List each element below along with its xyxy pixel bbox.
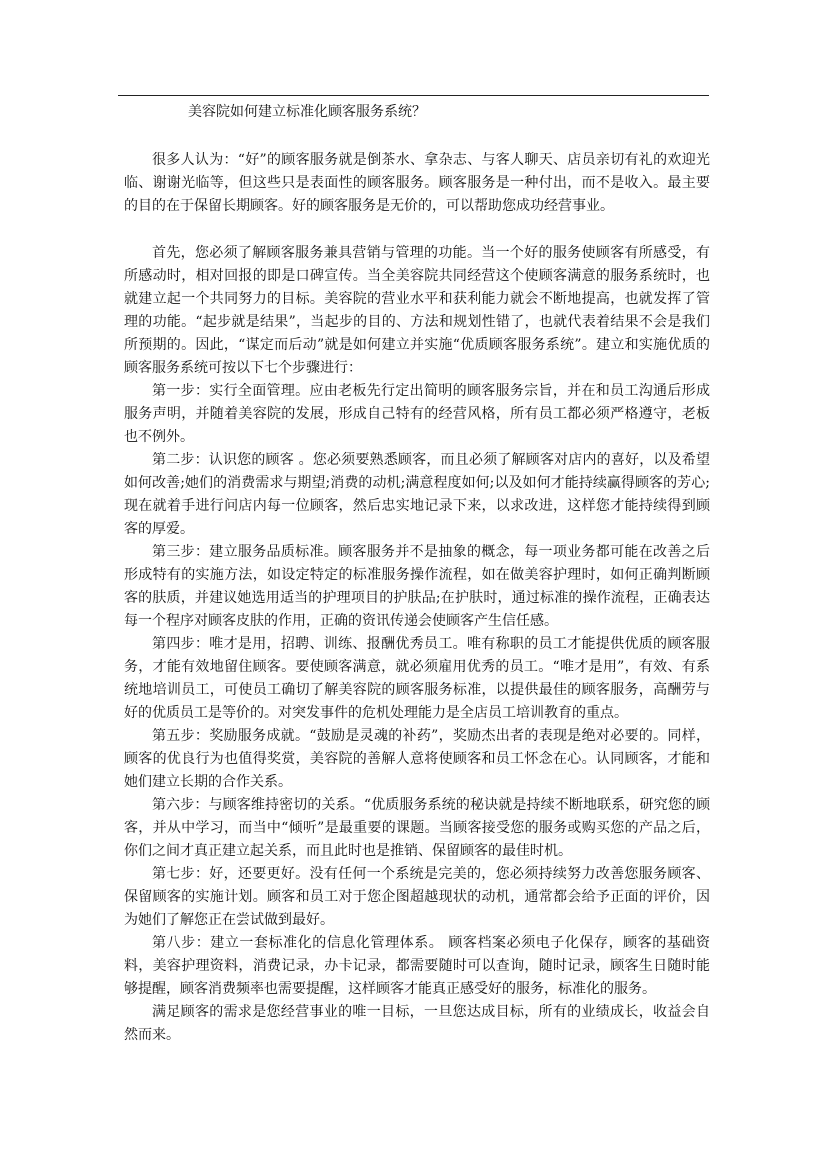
paragraph-step-7: 第七步：好，还要更好。没有任何一个系统是完美的，您必须持续努力改善您服务顾客、保留顾客的实施计划。顾客和员工对于您企图超越现状的动机，通常都会给予正面的评价，因为她们了解您正在尝试做到最好。 [124,866,710,928]
paragraph-step-4: 第四步：唯才是用，招聘、训练、报酬优秀员工。唯有称职的员工才能提供优质的顾客服务，才能有效地留住顾客。要使顾客满意，就必须雇用优秀的员工。“唯才是用”，有效、有系统地培训员工，可使员工确切了解美容院的顾客服务标准，以提供最佳的顾客服务，高酬劳与好的优质员工是等价的。对突发事件的危机处理能力是全店员工培训教育的重点。 [124,636,710,721]
header-rule [118,95,709,96]
paragraph-conclusion: 满足顾客的需求是您经营事业的唯一目标，一旦您达成目标，所有的业绩成长，收益会自然而来。 [124,1004,710,1043]
paragraph-overview: 首先，您必须了解顾客服务兼具营销与管理的功能。当一个好的服务使顾客有所感受，有所感动时，相对回报的即是口碑宣传。当全美容院共同经营这个使顾客满意的服务系统时，也就建立起一个共同努力的目标。美容院的营业水平和获利能力就会不断地提高，也就发挥了管理的功能。“起步就是结果”，当起步的目的、方法和规划性错了，也就代表着结果不会是我们所预期的。因此，“谋定而后动”就是如何建立并实施“优质顾客服务系统”。建立和实施优质的顾客服务系统可按以下七个步骤进行： [124,245,710,376]
paragraph-step-8: 第八步：建立一套标准化的信息化管理体系。 顾客档案必须电子化保存，顾客的基础资料，美容护理资料，消费记录，办卡记录，都需要随时可以查询，随时记录，顾客生日随时能够提醒，顾客消费频率也需要提醒，这样顾客才能真正感受好的服务，标准化的服务。 [124,935,710,997]
paragraph-intro: 很多人认为：“好”的顾客服务就是倒茶水、拿杂志、与客人聊天、店员亲切有礼的欢迎光临、谢谢光临等，但这些只是表面性的顾客服务。顾客服务是一种付出，而不是收入。最主要的目的在于保留长期顾客。好的顾客服务是无价的，可以帮助您成功经营事业。 [124,152,710,214]
paragraph-step-2: 第二步：认识您的顾客 。您必须要熟悉顾客，而且必须了解顾客对店内的喜好，以及希望如何改善;她们的消费需求与期望;消费的动机;满意程度如何;以及如何才能持续赢得顾客的芳心;现在就着手进行问店内每一位顾客，然后忠实地记录下来，以求改进，这样您才能持续得到顾客的厚爱。 [124,452,710,537]
document-body [124,149,710,1047]
paragraph-step-3: 第三步：建立服务品质标准。顾客服务并不是抽象的概念，每一项业务都可能在改善之后形成特有的实施方法，如设定特定的标准服务操作流程，如在做美容护理时，如何正确判断顾客的肤质，并建议她选用适当的护理项目的护肤品;在护肤时，通过标准的操作流程，正确表达每一个程序对顾客皮肤的作用，正确的资讯传递会使顾客产生信任感。 [124,544,710,629]
page-title: 美容院如何建立标准化顾客服务系统？ [188,104,426,120]
paragraph-step-5: 第五步：奖励服务成就。“鼓励是灵魂的补药”，奖励杰出者的表现是绝对必要的。同样，顾客的优良行为也值得奖赏，美容院的善解人意将使顾客和员工怀念在心。认同顾客，才能和她们建立长期的合作关系。 [124,728,710,790]
paragraph-step-1: 第一步：实行全面管理。应由老板先行定出简明的顾客服务宗旨，并在和员工沟通后形成服务声明，并随着美容院的发展，形成自己特有的经营风格，所有员工都必须严格遵守，老板也不例外。 [124,383,710,445]
paragraph-step-6: 第六步：与顾客维持密切的关系。“优质服务系统的秘诀就是持续不断地联系，研究您的顾客，并从中学习，而当中“倾听”是最重要的课题。当顾客接受您的服务或购买您的产品之后，你们之间才真正建立起关系，而且此时也是推销、保留顾客的最佳时机。 [124,797,710,859]
